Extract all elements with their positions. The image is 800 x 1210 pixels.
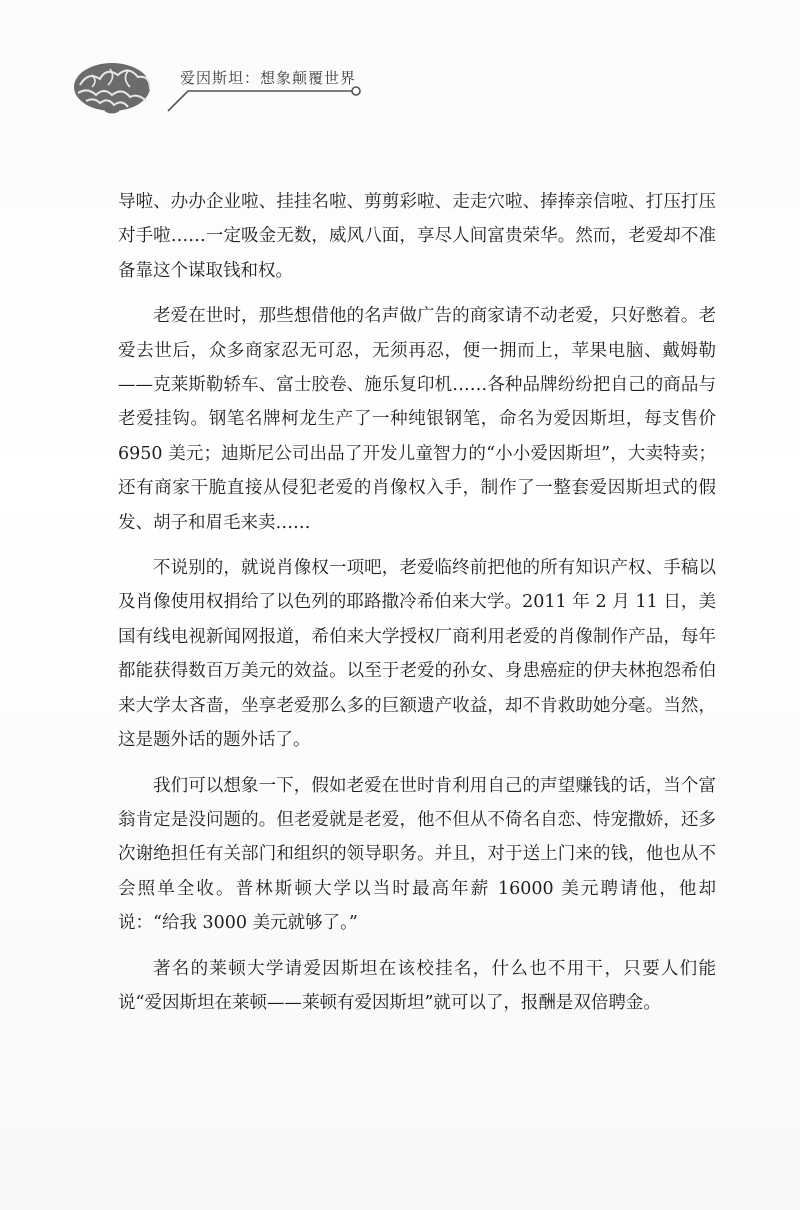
paragraph: 不说别的，就说肖像权一项吧，老爱临终前把他的所有知识产权、手稿以及肖像使用权捐给了以色列的耶路撒冷希伯来大学。2011 年 2 月 11 日，美国有线电视新闻网报道，希伯来大学授权厂商利用老爱的肖像制作产品，每年都能获得数百万美元的效益。以至于老爱的孙女、身患癌症的伊夫林抱怨希伯来大学太吝啬，坐享老爱那么多的巨额遗产收益，却不肯救助她分毫。当然，这是题外话的题外话了。	[118, 558, 716, 751]
header-title: 爱因斯坦：想象颠覆世界	[180, 69, 357, 87]
paragraph: 导啦、办办企业啦、挂挂名啦、剪剪彩啦、走走穴啦、捧捧亲信啦、打压打压对手啦……一定吸金无数，威风八面，享尽人间富贵荣华。然而，老爱却不准备靠这个谋取钱和权。	[118, 192, 716, 281]
paragraph: 老爱在世时，那些想借他的名声做广告的商家请不动老爱，只好憋着。老爱去世后，众多商家忍无可忍，无须再忍，便一拥而上，苹果电脑、戴姆勒——克莱斯勒轿车、富士胶卷、施乐复印机……各种品牌纷纷把自己的商品与老爱挂钩。钢笔名牌柯龙生产了一种纯银钢笔，命名为爱因斯坦，每支售价 6950 美元；迪斯尼公司出品了开发儿童智力的“小小爱因斯坦”，大卖特卖；还有商家干脆直接从侵犯老爱的肖像权入手，制作了一整套爱因斯坦式的假发、胡子和眉毛来卖……	[118, 306, 716, 533]
body-text	[118, 185, 716, 1031]
paragraph: 我们可以想象一下，假如老爱在世时肯利用自己的声望赚钱的话，当个富翁肯定是没问题的。但老爱就是老爱，他不但从不倚名自恋、恃宠撒娇，还多次谢绝担任有关部门和组织的领导职务。并且，对于送上门来的钱，他也从不会照单全收。普林斯顿大学以当时最高年薪 16000 美元聘请他，他却说：“给我 3000 美元就够了。”	[118, 775, 716, 934]
running-header	[70, 55, 370, 115]
paragraph: 著名的莱顿大学请爱因斯坦在该校挂名，什么也不用干，只要人们能说“爱因斯坦在莱顿——莱顿有爱因斯坦”就可以了，报酬是双倍聘金。	[118, 958, 716, 1013]
